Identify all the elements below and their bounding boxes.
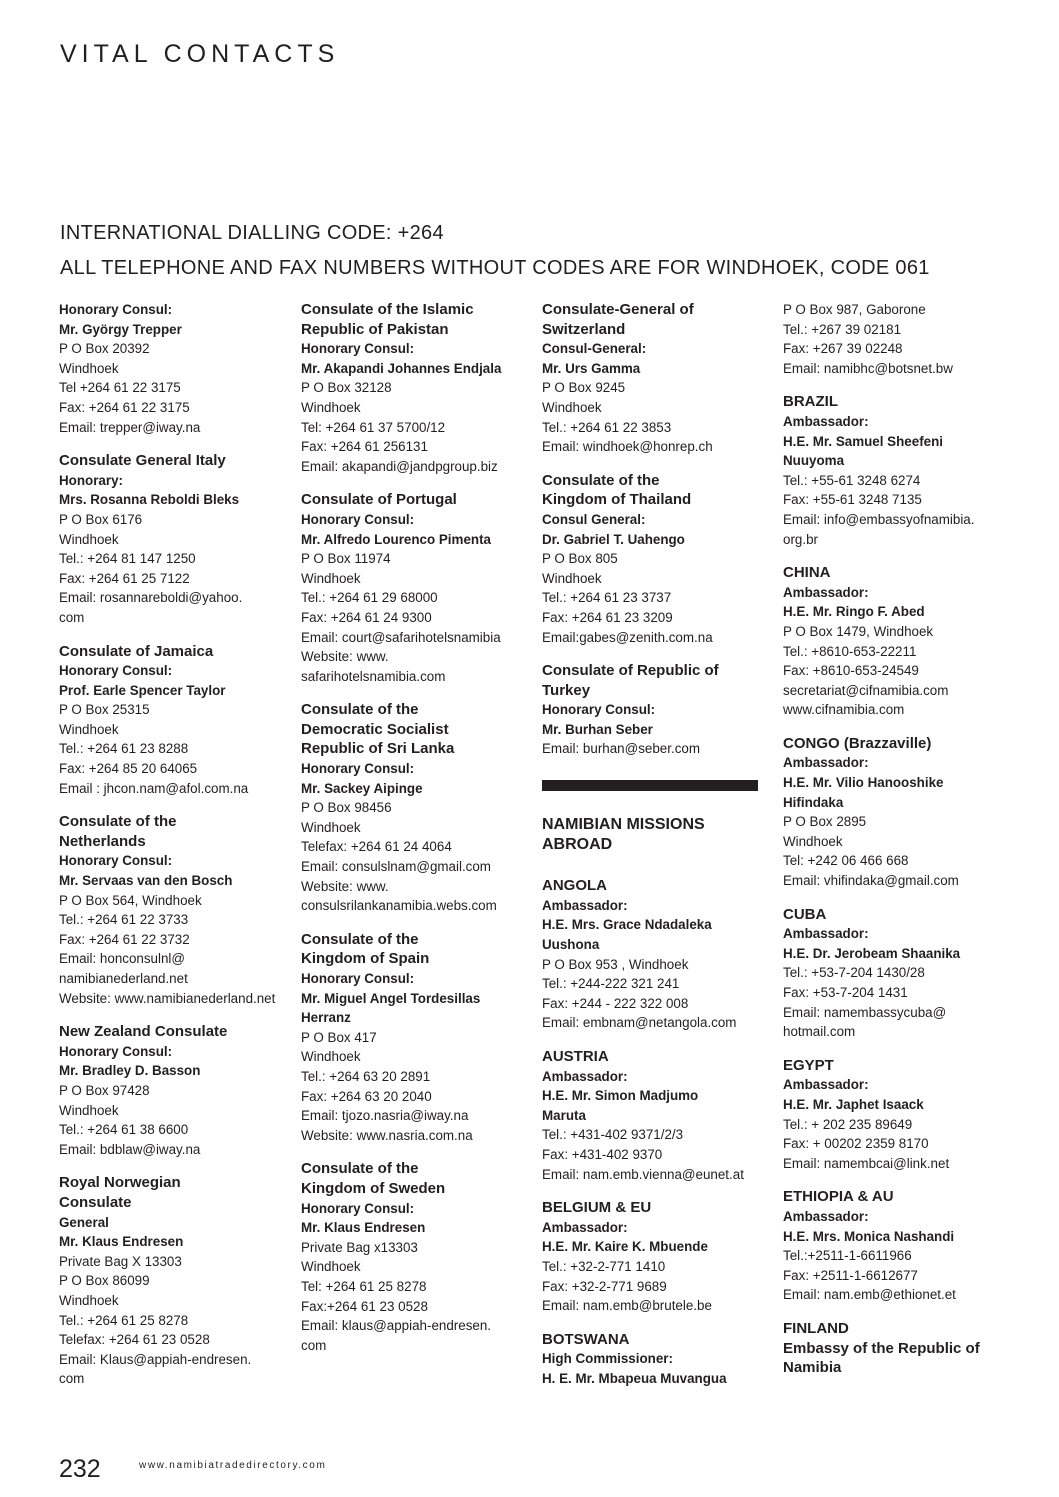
contact-entry [783,1056,1013,1174]
contact-role: Honorary Consul: [59,853,173,869]
contact-name: New Zealand Consulate [59,1023,228,1041]
contact-detail: hotmail.com [783,1024,856,1040]
contact-entry [59,642,289,799]
contact-detail: Email: nam.emb.vienna@eunet.at [542,1166,744,1182]
contact-detail: com [59,609,85,625]
contact-person: Mr. Akapandi Johannes Endjala [301,360,502,376]
contact-name: Kingdom of Thailand [542,491,692,509]
contact-detail: Email: namibhc@botsnet.bw [783,360,953,376]
contact-person: Mr. Bradley D. Basson [59,1063,201,1079]
contact-name: CONGO (Brazzaville) [783,734,932,752]
contact-detail: Fax: +264 61 256131 [301,439,428,455]
contact-entry [542,471,772,647]
contact-person: Mr. Alfredo Lourenco Pimenta [301,531,491,547]
contact-entry [542,1047,772,1184]
contact-role: Honorary: [59,472,123,488]
contact-person: H.E. Mrs. Monica Nashandi [783,1228,955,1244]
contact-role: Ambassador: [783,584,869,600]
contact-detail: Email: nam.emb@brutele.be [542,1298,712,1314]
contact-detail: Email: court@safarihotelsnamibia [301,629,501,645]
contact-detail: P O Box 987, Gaborone [783,302,926,317]
contact-name: Netherlands [59,832,146,850]
contact-name: Consulate of Jamaica [59,642,214,660]
contact-person: H.E. Dr. Jerobeam Shaanika [783,945,961,961]
contact-name: Consulate of the [301,701,419,719]
contact-detail: Tel: +264 61 25 8278 [301,1278,427,1294]
contact-role: Honorary Consul: [301,511,415,527]
contact-role: Ambassador: [783,926,869,942]
contact-detail: P O Box 953 , Windhoek [542,956,689,972]
windhoek-code-heading: ALL TELEPHONE AND FAX NUMBERS WITHOUT CODES ARE FOR WINDHOEK, CODE 061 [60,257,930,279]
contact-detail: Email: bdblaw@iway.na [59,1141,201,1157]
contact-detail: Email: consulslnam@gmail.com [301,859,491,875]
contact-detail: Tel.: +55-61 3248 6274 [783,472,921,488]
contact-name: AUSTRIA [542,1048,609,1065]
contact-detail: Email: honconsulnl@ [59,951,185,967]
contact-detail: Fax: +267 39 02248 [783,341,903,357]
contact-detail: Fax: +264 85 20 64065 [59,761,198,777]
contact-detail: P O Box 2895 [783,814,867,830]
contact-entry [59,812,289,1008]
contact-detail: Fax: +264 61 24 9300 [301,609,432,625]
contact-detail: Fax: +264 61 22 3175 [59,399,190,415]
contact-detail: Email: info@embassyofnamibia. [783,511,975,527]
contact-detail: Email : jhcon.nam@afol.com.na [59,780,249,796]
contact-detail: P O Box 11974 [301,551,391,567]
contact-name: Turkey [542,681,591,699]
contact-detail: P O Box 417 [301,1029,377,1045]
contact-detail: Fax: +2511-1-6612677 [783,1267,918,1283]
contact-name: Switzerland [542,320,626,338]
contact-name: Republic of Sri Lanka [301,740,455,758]
contact-detail: Windhoek [783,833,843,849]
contact-detail: Email: klaus@appiah-endresen. [301,1318,492,1334]
contact-detail: Tel.: +264 61 38 6600 [59,1122,189,1138]
dialling-code-heading: INTERNATIONAL DIALLING CODE: +264 [60,222,444,244]
contact-name: Consulate of the [301,1160,419,1178]
contact-detail: Windhoek [542,399,602,415]
section-divider [542,780,758,791]
contact-name: Namibia [783,1359,842,1377]
contact-entry [542,1198,772,1316]
contact-name: EGYPT [783,1056,834,1074]
contact-name: BELGIUM & EU [542,1199,652,1217]
contact-role: Ambassador: [542,1068,628,1084]
contact-detail: Tel.: +32-2-771 1410 [542,1258,666,1274]
contact-detail: Email: rosannareboldi@yahoo. [59,590,243,606]
contact-role: High Commissioner: [542,1351,673,1367]
contact-detail: Private Bag X 13303 [59,1253,182,1269]
contact-detail: Windhoek [301,1259,361,1275]
contact-entry [783,392,1013,549]
contact-entry [783,563,1013,720]
contact-role: Honorary Consul: [59,302,173,317]
contact-detail: Fax: +32-2-771 9689 [542,1278,667,1294]
contacts-column-3 [542,300,772,1403]
contact-role: Honorary Consul: [59,663,173,679]
contact-detail: Tel.: +8610-653-22211 [783,643,917,659]
contact-detail: Windhoek [542,570,602,586]
contact-person: Mr. Servaas van den Bosch [59,873,233,889]
contact-name: Consulate-General of [542,301,694,318]
contact-person: Uushona [542,937,600,953]
contact-name: Kingdom of Sweden [301,1179,446,1197]
contact-name: BOTSWANA [542,1330,630,1348]
contact-entry [301,490,531,686]
contact-detail: P O Box 6176 [59,511,143,527]
contact-role: Honorary Consul: [301,971,415,986]
contact-role: Ambassador: [542,897,628,913]
contact-person: Maruta [542,1107,586,1123]
contact-entry [783,905,1013,1042]
contact-entry [542,1330,772,1389]
contact-person: Mr. György Trepper [59,321,182,337]
contact-role: Honorary Consul: [59,1043,173,1059]
contact-detail: Tel.: +264 61 22 3853 [542,419,672,435]
contact-detail: Tel.: +53-7-204 1430/28 [783,965,925,981]
contact-name: Royal Norwegian [59,1174,181,1192]
contact-detail: P O Box 32128 [301,380,392,396]
contact-person: H.E. Mr. Ringo F. Abed [783,604,925,620]
contact-name: Republic of Pakistan [301,320,449,338]
contact-detail: Fax: +244 - 222 322 008 [542,995,689,1011]
section-title [542,815,772,854]
contact-person: H.E. Mrs. Grace Ndadaleka [542,917,712,933]
contact-detail: Tel: +242 06 466 668 [783,853,909,869]
contact-role: Ambassador: [542,1219,628,1235]
contact-detail: Website: www.nasria.com.na [301,1127,473,1143]
contact-detail: Telefax: +264 61 24 4064 [301,839,452,855]
contact-detail: Email: vhifindaka@gmail.com [783,873,959,889]
contact-person: H.E. Mr. Simon Madjumo [542,1088,699,1104]
contact-name: Consulate of the [301,930,419,948]
contact-detail: Tel.:+2511-1-6611966 [783,1248,912,1264]
contact-detail: Email: Klaus@appiah-endresen. [59,1351,252,1367]
contact-detail: namibianederland.net [59,971,188,986]
contact-detail: consulsrilankanamibia.webs.com [301,898,497,914]
contact-detail: Windhoek [301,1049,361,1065]
contact-name: FINLAND [783,1319,849,1337]
contact-person: H. E. Mr. Mbapeua Muvangua [542,1370,727,1386]
contact-detail: Fax: + 00202 2359 8170 [783,1136,929,1152]
contact-name: Consulate of the [542,471,660,489]
contact-detail: Email: namembassycuba@ [783,1004,947,1020]
contact-detail: P O Box 1479, Windhoek [783,623,934,639]
contact-detail: Fax: +55-61 3248 7135 [783,492,922,508]
contact-person: Herranz [301,1010,351,1026]
contact-detail: Windhoek [301,819,361,835]
section-title-line: NAMIBIAN MISSIONS [542,816,705,834]
contact-detail: P O Box 9245 [542,380,626,396]
contact-detail: Email:gabes@zenith.com.na [542,629,713,645]
contact-detail: Fax: +431-402 9370 [542,1146,663,1162]
contact-detail: safarihotelsnamibia.com [301,668,446,684]
contact-person: Hifindaka [783,794,844,810]
contact-detail: Windhoek [301,399,361,415]
contact-detail: secretariat@cifnamibia.com [783,682,949,698]
contact-entry [542,876,772,1033]
contact-entry [301,930,531,1146]
contact-detail: Fax: +264 63 20 2040 [301,1088,432,1104]
contact-detail: org.br [783,531,818,547]
contact-person: Dr. Gabriel T. Uahengo [542,531,685,547]
contact-role: Ambassador: [783,1208,869,1224]
contact-detail: Windhoek [59,360,119,376]
contact-detail: Email: tjozo.nasria@iway.na [301,1108,469,1124]
contact-name: Embassy of the Republic of [783,1339,980,1357]
contact-name: BRAZIL [783,393,838,411]
contact-person: Mr. Urs Gamma [542,360,641,376]
contact-detail: Tel.: +264 61 22 3733 [59,912,189,928]
contact-name: Consulate of the [59,813,177,831]
contact-detail: www.cifnamibia.com [783,702,905,718]
contact-person: H.E. Mr. Kaire K. Mbuende [542,1239,708,1255]
contact-detail: Windhoek [59,1102,119,1118]
contact-person: Mrs. Rosanna Reboldi Bleks [59,492,240,508]
contact-detail: Fax: +8610-653-24549 [783,663,919,679]
contact-detail: Windhoek [59,531,119,547]
contact-name: Consulate of the Islamic [301,301,474,318]
contact-name: ETHIOPIA & AU [783,1188,894,1206]
contact-name: Consulate General Italy [59,452,226,470]
contact-detail: Tel +264 61 22 3175 [59,380,181,396]
contact-person: Prof. Earle Spencer Taylor [59,682,226,698]
contact-detail: com [59,1371,85,1387]
contact-detail: Email: burhan@seber.com [542,741,700,757]
contact-detail: P O Box 86099 [59,1273,150,1289]
contact-role: Honorary Consul: [301,1200,415,1216]
contact-detail: Windhoek [59,721,119,737]
contact-detail: Email: namembcai@link.net [783,1155,950,1171]
contact-role: Honorary Consul: [542,702,656,718]
contact-detail: P O Box 20392 [59,341,150,357]
contact-detail: Tel.: +264 61 25 8278 [59,1312,189,1328]
contact-entry [59,1173,289,1389]
contact-detail: Fax: +264 61 22 3732 [59,931,190,947]
footer-website: www.namibiatradedirectory.com [139,1460,327,1471]
contact-detail: P O Box 564, Windhoek [59,892,202,908]
contact-name: Kingdom of Spain [301,950,430,968]
contacts-column-4 [783,300,1013,1392]
contact-detail: Tel.: +264 61 23 3737 [542,590,672,606]
contact-detail: Tel: +264 61 37 5700/12 [301,419,446,435]
contact-entry [301,1159,531,1355]
contact-person: H.E. Mr. Japhet Isaack [783,1096,924,1112]
contact-detail: Private Bag x13303 [301,1239,418,1255]
contact-detail: Tel.: + 202 235 89649 [783,1116,913,1132]
contact-name: Consulate of Portugal [301,491,457,509]
contact-entry [783,300,1013,378]
contact-detail: Tel.: +267 39 02181 [783,321,902,337]
contact-person: Mr. Burhan Seber [542,721,653,737]
contact-entry [59,451,289,627]
contact-entry [783,1187,1013,1305]
contact-entry [301,700,531,916]
contact-role: General [59,1214,109,1230]
contact-entry [542,661,772,759]
contact-detail: Fax: +264 61 25 7122 [59,570,190,586]
contact-role: Consul General: [542,511,646,527]
contact-detail: Email: windhoek@honrep.ch [542,439,713,455]
contact-name: Democratic Socialist [301,720,449,738]
contact-role: Honorary Consul: [301,341,415,357]
contact-entry [59,300,289,437]
contact-detail: Tel.: +264 63 20 2891 [301,1068,431,1084]
contact-entry [783,1319,1013,1378]
contact-entry [783,734,1013,891]
contact-person: H.E. Mr. Vilio Hanooshike [783,775,944,791]
contact-detail: Website: www.namibianederland.net [59,990,276,1006]
contact-detail: Tel.: +264 81 147 1250 [59,551,196,567]
contact-name: Consulate of Republic of [542,662,719,680]
contact-person: Mr. Klaus Endresen [59,1234,184,1250]
contacts-column-1 [59,300,289,1403]
contact-name: CHINA [783,564,831,582]
page-title: VITAL CONTACTS [60,40,340,68]
contact-detail: P O Box 805 [542,551,618,567]
contact-person: Mr. Klaus Endresen [301,1220,426,1236]
contact-detail: P O Box 25315 [59,702,150,718]
contact-name: ANGOLA [542,877,607,895]
contact-detail: Fax: +53-7-204 1431 [783,985,908,1000]
contact-detail: Windhoek [59,1292,119,1308]
contact-role: Ambassador: [783,1077,869,1093]
contact-detail: Tel.: +264 61 29 68000 [301,590,438,606]
contact-role: Honorary Consul: [301,761,415,777]
contact-detail: Website: www. [301,649,389,665]
contact-entry [301,300,531,476]
contact-detail: P O Box 98456 [301,800,392,816]
contact-detail: Windhoek [301,570,361,586]
contact-role: Ambassador: [783,413,869,429]
contact-entry [542,300,772,457]
contacts-column-2 [301,300,531,1369]
contact-entry [59,1022,289,1159]
contact-detail: Email: nam.emb@ethionet.et [783,1287,956,1303]
contact-detail: Telefax: +264 61 23 0528 [59,1332,210,1348]
contact-detail: Tel.: +264 61 23 8288 [59,741,189,757]
contact-name: Consulate [59,1193,132,1211]
contact-name: CUBA [783,905,827,923]
contact-detail: Email: embnam@netangola.com [542,1015,737,1031]
contact-detail: Tel.: +431-402 9371/2/3 [542,1127,684,1143]
contact-detail: Email: akapandi@jandpgroup.biz [301,458,498,474]
contact-person: H.E. Mr. Samuel Sheefeni [783,433,943,449]
contact-detail: Website: www. [301,878,389,894]
contact-person: Nuuyoma [783,453,845,469]
section-title-line: ABROAD [542,835,613,853]
contact-detail: Tel.: +244-222 321 241 [542,976,680,992]
contact-detail: Fax:+264 61 23 0528 [301,1298,428,1314]
contact-detail: P O Box 97428 [59,1082,150,1098]
contact-role: Consul-General: [542,341,647,357]
contact-person: Mr. Sackey Aipinge [301,780,423,796]
contact-detail: com [301,1337,327,1353]
contact-detail: Fax: +264 61 23 3209 [542,609,673,625]
contact-role: Ambassador: [783,755,869,771]
contact-detail: Email: trepper@iway.na [59,419,201,435]
page-number: 232 [59,1455,101,1483]
contact-person: Mr. Miguel Angel Tordesillas [301,990,481,1006]
